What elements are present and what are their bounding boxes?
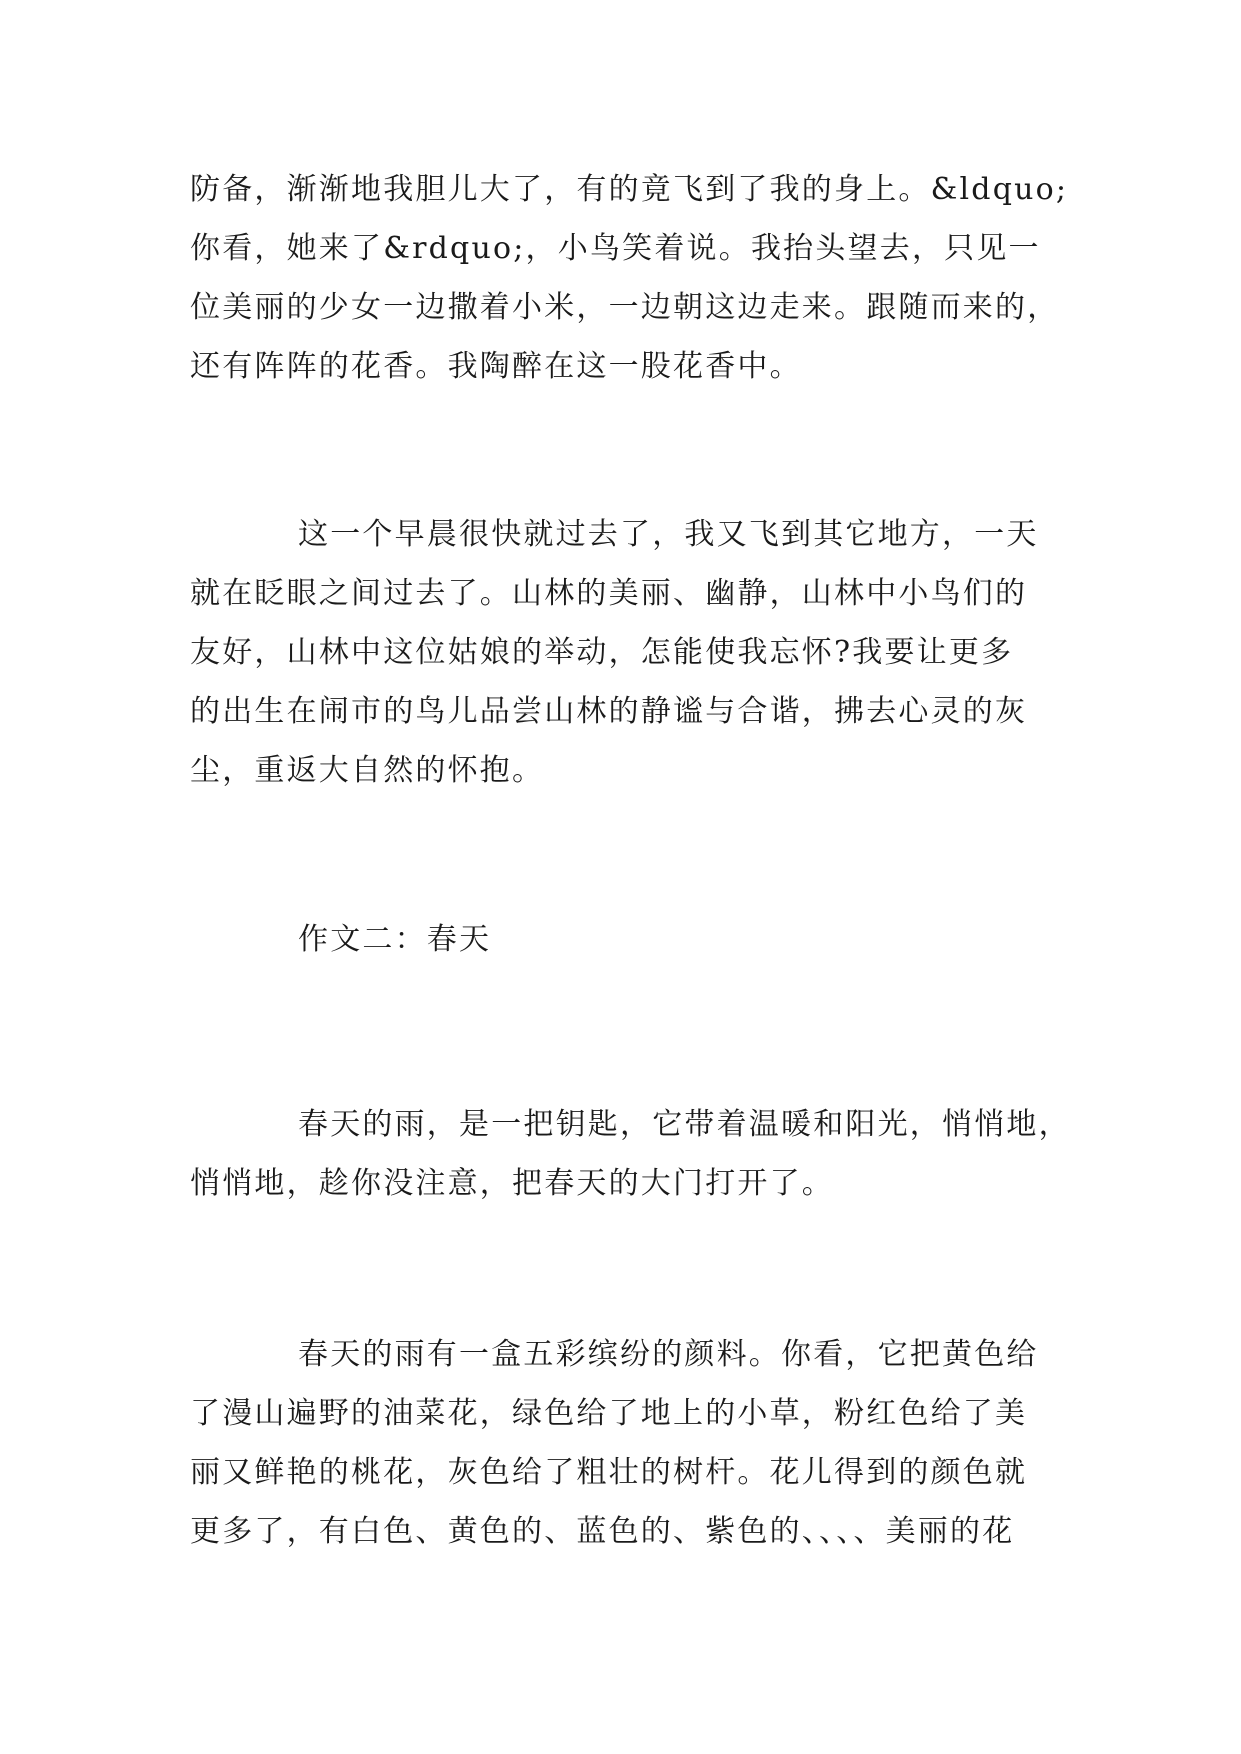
text-line: 友好，山林中这位姑娘的举动，怎能使我忘怀?我要让更多 (190, 635, 1014, 670)
text-line: 就在眨眼之间过去了。山林的美丽、幽静，山林中小鸟们的 (190, 576, 1028, 611)
text-line: 这一个早晨很快就过去了，我又飞到其它地方，一天 (298, 517, 1039, 552)
text-line: 了漫山遍野的油菜花，绿色给了地上的小草，粉红色给了美 (190, 1396, 1028, 1431)
text-line: 的出生在闹市的鸟儿品尝山林的静谧与合谐，拂去心灵的灰 (190, 694, 1028, 729)
text-line: 丽又鲜艳的桃花，灰色给了粗壮的树杆。花儿得到的颜色就 (190, 1455, 1028, 1490)
text-line: 春天的雨有一盒五彩缤纷的颜料。你看，它把黄色给 (298, 1337, 1039, 1372)
paragraph-2 (190, 505, 1052, 800)
text-line: 防备，渐渐地我胆儿大了，有的竟飞到了我的身上。&ldquo; (190, 172, 1069, 207)
text-line: 还有阵阵的花香。我陶醉在这一股花香中。 (190, 349, 802, 384)
text-line: 你看，她来了&rdquo;，小鸟笑着说。我抬头望去，只见一 (190, 231, 1041, 266)
text-line: 更多了，有白色、黄色的、蓝色的、紫色的、、、、美丽的花 (190, 1514, 1015, 1549)
text-line: 尘，重返大自然的怀抱。 (190, 753, 545, 788)
heading-line: 作文二：春天 (298, 922, 492, 957)
paragraph-1 (190, 160, 1069, 396)
paragraph-3 (190, 1095, 1071, 1213)
text-line: 春天的雨，是一把钥匙，它带着温暖和阳光，悄悄地， (298, 1107, 1071, 1142)
text-line: 悄悄地，趁你没注意，把春天的大门打开了。 (190, 1166, 834, 1201)
text-line: 位美丽的少女一边撒着小米，一边朝这边走来。跟随而来的， (190, 290, 1060, 325)
paragraph-4 (190, 1325, 1052, 1561)
essay-heading (190, 910, 1052, 969)
